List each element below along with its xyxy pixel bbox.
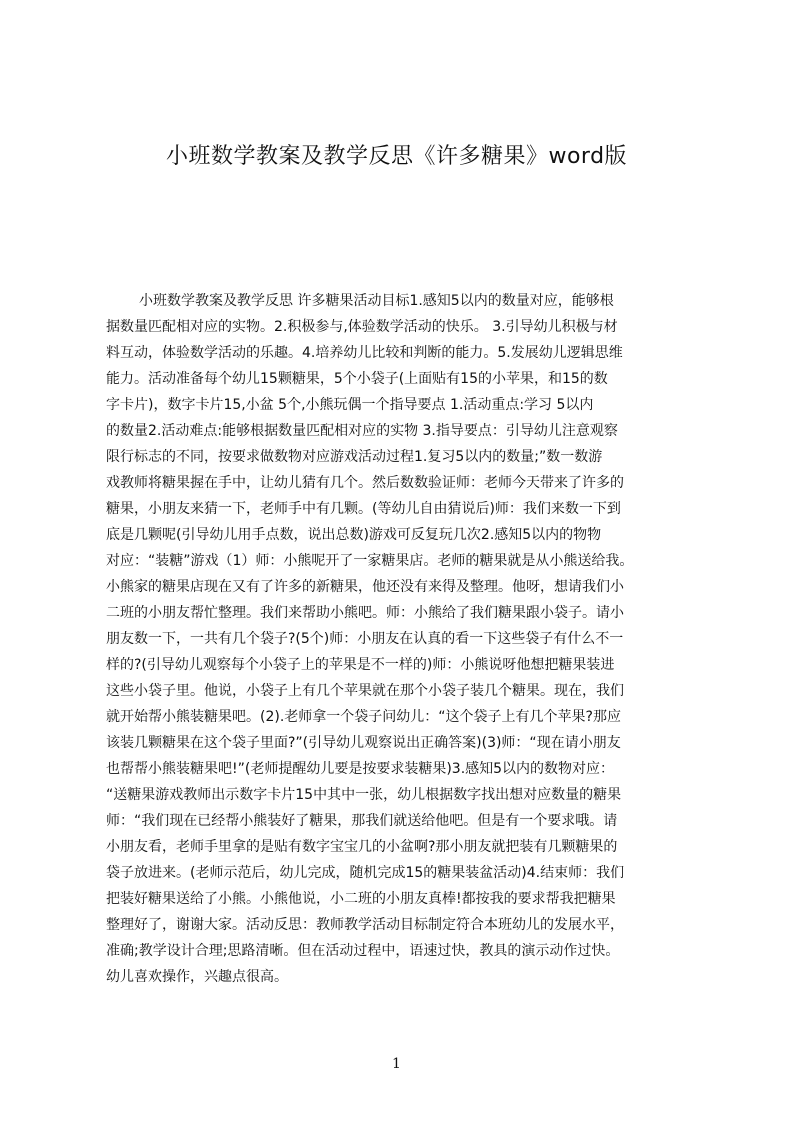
body-line: 小熊家的糖果店现在又有了许多的新糖果，他还没有来得及整理。他呀，想请我们小 bbox=[106, 579, 624, 595]
body-line: 该装几颗糖果在这个袋子里面?”(引导幼儿观察说出正确答案)(3)师：“现在请小朋友 bbox=[106, 735, 621, 751]
body-line: 戏教师将糖果握在手中，让幼儿猜有几个。然后数数验证师：老师今天带来了许多的 bbox=[106, 475, 624, 491]
body-line: 朋友数一下，一共有几个袋子?(5个)师：小朋友在认真的看一下这些袋子有什么不一 bbox=[106, 631, 624, 647]
body-line: 小班数学教案及教学反思 许多糖果活动目标1.感知5以内的数量对应，能够根 bbox=[139, 293, 614, 309]
body-line: 袋子放进来。(老师示范后，幼儿完成，随机完成15的糖果装盆活动)4.结束师：我们 bbox=[106, 865, 625, 881]
body-line: 据数量匹配相对应的实物。2.积极参与,体验数学活动的快乐。 3.引导幼儿积极与材 bbox=[106, 319, 618, 335]
body-line: 底是几颗呢(引导幼儿用手点数，说出总数)游戏可反复玩几次2.感知5以内的物物 bbox=[106, 527, 602, 543]
body-line: 限行标志的不同，按要求做数物对应游戏活动过程1.复习5以内的数量;”数一数游 bbox=[106, 449, 603, 465]
body-line: 对应：“装糖”游戏（1）师：小熊呢开了一家糖果店。老师的糖果就是从小熊送给我。 bbox=[106, 553, 634, 569]
body-line: 字卡片)，数字卡片15,小盆 5个,小熊玩偶一个指导要点 1.活动重点:学习 5以内 bbox=[106, 397, 594, 413]
body-line: 小朋友看，老师手里拿的是贴有数字宝宝几的小盆啊?那小朋友就把装有几颗糖果的 bbox=[106, 839, 618, 855]
body-line: 的数量2.活动难点:能够根据数量匹配相对应的实物 3.指导要点：引导幼儿注意观察 bbox=[106, 423, 618, 439]
body-line: 就开始帮小熊装糖果吧。(2).老师拿一个袋子问幼儿：“这个袋子上有几个苹果?那应 bbox=[106, 709, 621, 725]
document-title: 小班数学教案及教学反思《许多糖果》word版 bbox=[165, 144, 628, 169]
body-line: 料互动，体验数学活动的乐趣。4.培养幼儿比较和判断的能力。5.发展幼儿逻辑思维 bbox=[106, 345, 623, 361]
body-line: 二班的小朋友帮忙整理。我们来帮助小熊吧。师：小熊给了我们糖果跟小袋子。请小 bbox=[106, 605, 624, 621]
body-line: 糖果，小朋友来猜一下，老师手中有几颗。(等幼儿自由猜说后)师：我们来数一下到 bbox=[106, 501, 621, 517]
body-line: 幼儿喜欢操作，兴趣点很高。 bbox=[106, 969, 288, 985]
body-line: 样的?(引导幼儿观察每个小袋子上的苹果是不一样的)师：小熊说呀他想把糖果装进 bbox=[106, 657, 615, 673]
body-line: 准确;教学设计合理;思路清晰。但在活动过程中，语速过快，教具的演示动作过快。 bbox=[106, 943, 620, 959]
body-line: “送糖果游戏教师出示数字卡片15中其中一张，幼儿根据数字找出想对应数量的糖果 bbox=[106, 787, 622, 803]
body-line: 这些小袋子里。他说，小袋子上有几个苹果就在那个小袋子装几个糖果。现在，我们 bbox=[106, 683, 624, 699]
body-line: 师：“我们现在已经帮小熊装好了糖果，那我们就送给他吧。但是有一个要求哦。请 bbox=[106, 813, 618, 829]
document-body bbox=[106, 288, 700, 1018]
body-line: 整理好了，谢谢大家。活动反思：教师教学活动目标制定符合本班幼儿的发展水平， bbox=[106, 917, 624, 933]
body-line: 把装好糖果送给了小熊。小熊他说，小二班的小朋友真棒!都按我的要求帮我把糖果 bbox=[106, 891, 616, 907]
body-line: 能力。活动准备每个幼儿15颗糖果，5个小袋子(上面贴有15的小苹果，和15的数 bbox=[106, 371, 608, 387]
page-number: 1 bbox=[392, 1056, 401, 1072]
body-line: 也帮帮小熊装糖果吧!”(老师提醒幼儿要是按要求装糖果)3.感知5以内的数物对应： bbox=[106, 761, 615, 777]
